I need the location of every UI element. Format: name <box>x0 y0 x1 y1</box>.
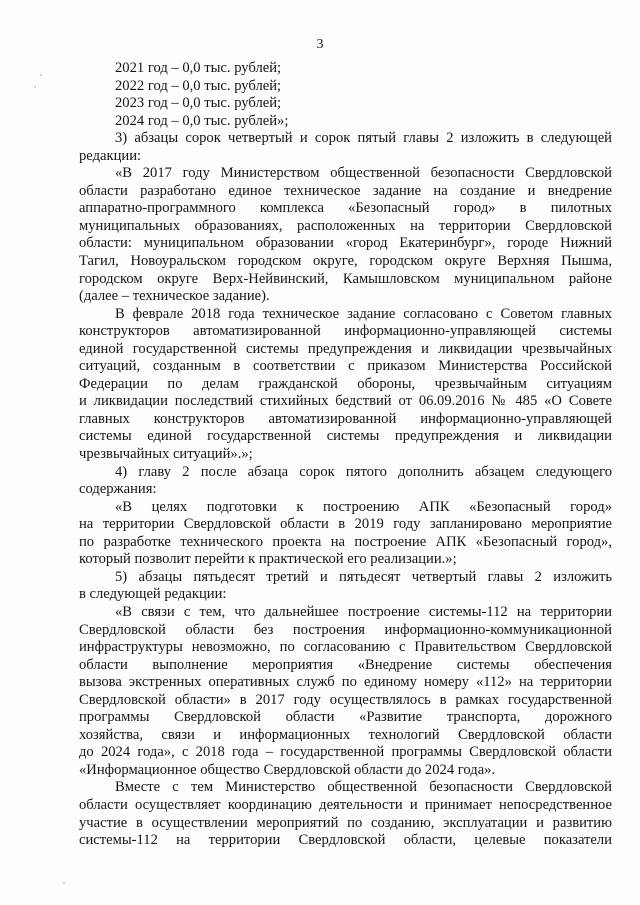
text-line: единой государственной системы предупреждения и ликвидации чрезвычайных <box>79 340 612 357</box>
text-line: 2023 год – 0,0 тыс. рублей; <box>115 95 282 112</box>
text-line: городском округе Верх-Нейвинский, Камышловском муниципальном районе <box>79 270 612 287</box>
text-line: «Информационное общество Свердловской области до 2024 года». <box>79 761 496 778</box>
text-line: и ликвидации последствий стихийных бедствий от 06.09.2016 № 485 «О Совете <box>79 393 612 410</box>
text-line: главных конструкторов автоматизированной информационно-управляющей <box>79 410 612 427</box>
text-line: содержания: <box>79 481 157 498</box>
text-line: области осуществляет координацию деятельности и принимает непосредственное <box>79 796 612 813</box>
text-line: который позволит перейти к практической его реализации.»; <box>79 551 457 568</box>
text-line: 2022 год – 0,0 тыс. рублей; <box>115 77 282 94</box>
text-line: области выполнение мероприятия «Внедрение системы обеспечения <box>79 656 612 673</box>
text-line: Тагил, Новоуральском городском округе, городском округе Верхняя Пышма, <box>79 253 612 270</box>
text-line: Свердловской области без построения информационно-коммуникационной <box>79 621 612 638</box>
page-number: 3 <box>316 37 324 52</box>
text-line: «В целях подготовки к построению АПК «Безопасный город» <box>115 498 612 515</box>
text-line: до 2024 года», с 2018 года – государственной программы Свердловской области <box>79 744 612 761</box>
scan-speck <box>34 86 36 88</box>
text-line: ситуаций, созданным в соответствии с приказом Министерства Российской <box>79 358 612 375</box>
text-line: по разработке технического проекта на построение АПК «Безопасный город», <box>79 533 612 550</box>
scan-speck <box>63 882 65 884</box>
text-line: чрезвычайных ситуаций».»; <box>79 446 253 463</box>
text-line: системы единой государственной системы предупреждения и ликвидации <box>79 428 612 445</box>
text-line: области: муниципальном образовании «город Екатеринбург», городе Нижний <box>79 235 612 252</box>
text-line: «В 2017 году Министерством общественной безопасности Свердловской <box>115 165 612 182</box>
text-line: Федерации по делам гражданской обороны, чрезвычайным ситуациям <box>79 375 612 392</box>
text-line: инфраструктуры невозможно, по согласованию с Правительством Свердловской <box>79 639 612 656</box>
text-line: 5) абзацы пятьдесят третий и пятьдесят четвертый главы 2 изложить <box>115 568 612 585</box>
text-line: хозяйства, связи и информационных технологий Свердловской области <box>79 726 612 743</box>
text-line: 2021 год – 0,0 тыс. рублей; <box>115 60 282 76</box>
document-body <box>79 60 612 850</box>
text-line: редакции: <box>79 147 142 164</box>
text-line: аппаратно-программного комплекса «Безопасный город» в пилотных <box>79 200 612 217</box>
text-line: муниципальных образованиях, расположенных на территории Свердловской <box>79 217 612 234</box>
text-line: области разработано единое техническое задание на создание и внедрение <box>79 182 612 199</box>
text-line: в следующей редакции: <box>79 586 227 603</box>
text-line: «В связи с тем, что дальнейшее построение системы-112 на территории <box>115 603 612 620</box>
text-line: 2024 год – 0,0 тыс. рублей»; <box>115 112 289 129</box>
text-line: (далее – техническое задание). <box>79 288 270 305</box>
text-line: В феврале 2018 года техническое задание согласовано с Советом главных <box>115 305 612 322</box>
text-line: программы Свердловской области «Развитие транспорта, дорожного <box>79 709 612 726</box>
text-line: Вместе с тем Министерство общественной безопасности Свердловской <box>115 779 612 796</box>
text-line: вызова экстренных оперативных служб по единому номеру «112» на территории <box>79 674 612 691</box>
text-line: конструкторов автоматизированной информационно-управляющей системы <box>79 323 612 340</box>
text-line: на территории Свердловской области в 2019 году запланировано мероприятие <box>79 516 612 533</box>
text-line: 4) главу 2 после абзаца сорок пятого дополнить абзацем следующего <box>115 463 612 480</box>
text-line: Свердловской области» в 2017 году осуществлялось в рамках государственной <box>79 691 612 708</box>
text-line: участие в осуществлении мероприятий по созданию, эксплуатации и развитию <box>79 814 612 831</box>
text-line: системы-112 на территории Свердловской области, целевые показатели <box>79 832 612 849</box>
text-line: 3) абзацы сорок четвертый и сорок пятый главы 2 изложить в следующей <box>115 130 612 147</box>
scan-speck <box>40 74 42 76</box>
